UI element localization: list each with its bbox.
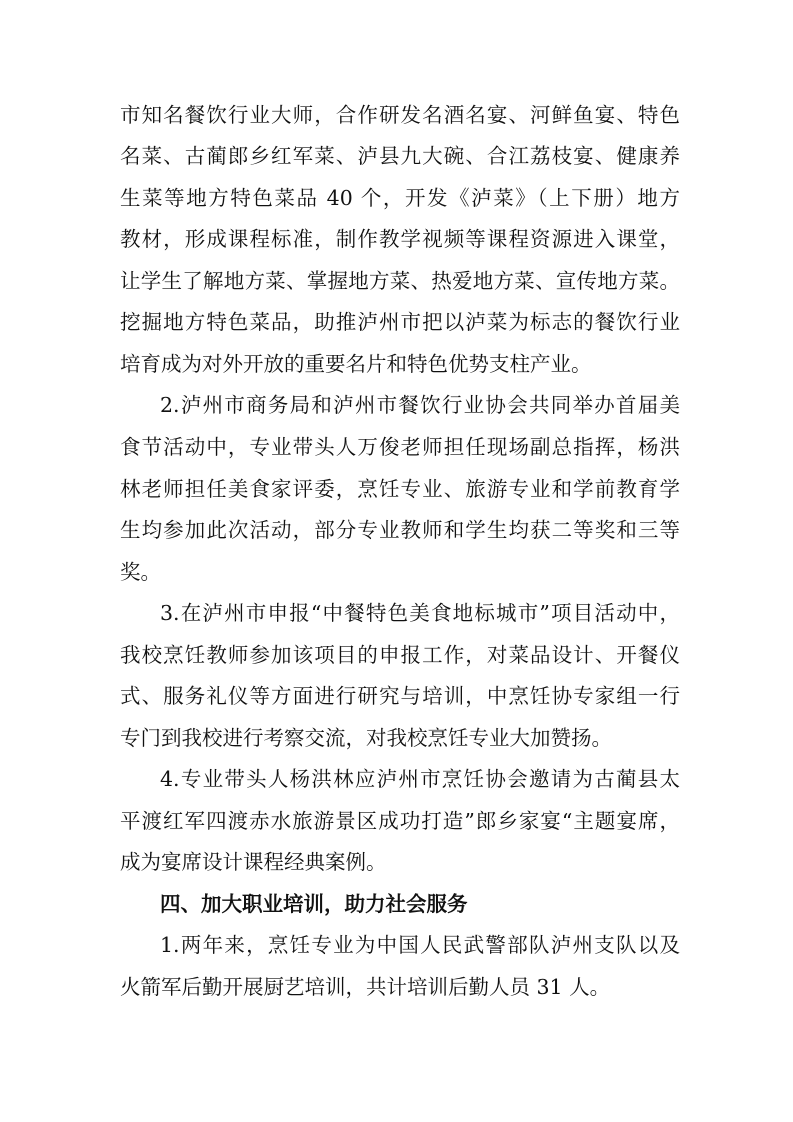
paragraph-line: 1.两年来，烹饪专业为中国人民武警部队泸州支队以及 [160, 933, 680, 957]
paragraph-line: 教材，形成课程标准，制作教学视频等课程资源进入课堂， [120, 227, 680, 251]
paragraph-line: 专门到我校进行考察交流，对我校烹饪专业大加赞扬。 [120, 726, 612, 750]
paragraph-line: 2.泸州市商务局和泸州市餐饮行业协会共同举办首届美 [160, 393, 680, 417]
paragraph-line: 食节活动中，专业带头人万俊老师担任现场副总指挥，杨洪 [120, 435, 680, 459]
paragraph-line: 挖掘地方特色菜品，助推泸州市把以泸菜为标志的餐饮行业 [120, 310, 680, 334]
paragraph-line: 平渡红军四渡赤水旅游景区成功打造”郎乡家宴“主题宴席， [120, 809, 680, 833]
paragraph-line: 4.专业带头人杨洪林应泸州市烹饪协会邀请为古蔺县太 [160, 767, 680, 791]
paragraph-line: 我校烹饪教师参加该项目的申报工作，对菜品设计、开餐仪 [120, 643, 680, 667]
paragraph-line: 生均参加此次活动，部分专业教师和学生均获二等奖和三等 [120, 518, 680, 542]
paragraph-line: 培育成为对外开放的重要名片和特色优势支柱产业。 [120, 352, 592, 376]
paragraph-line: 名菜、古蔺郎乡红军菜、泸县九大碗、合江荔枝宴、健康养 [120, 144, 680, 168]
paragraph-line: 生菜等地方特色菜品 40 个，开发《泸菜》（上下册）地方 [120, 186, 680, 210]
paragraph-line: 林老师担任美食家评委，烹饪专业、旅游专业和学前教育学 [120, 477, 680, 501]
paragraph-line: 3.在泸州市申报“中餐特色美食地标城市”项目活动中， [160, 601, 680, 625]
paragraph-line: 火箭军后勤开展厨艺培训，共计培训后勤人员 31 人。 [120, 975, 611, 999]
paragraph-line: 式、服务礼仪等方面进行研究与培训，中烹饪协专家组一行 [120, 684, 680, 708]
paragraph-line: 奖。 [120, 560, 161, 584]
paragraph-line: 成为宴席设计课程经典案例。 [120, 850, 387, 874]
section-heading: 四、加大职业培训，助力社会服务 [160, 892, 468, 916]
paragraph-line: 让学生了解地方菜、掌握地方菜、热爱地方菜、宣传地方菜。 [120, 269, 680, 293]
paragraph-line: 市知名餐饮行业大师，合作研发名酒名宴、河鲜鱼宴、特色 [120, 103, 680, 127]
